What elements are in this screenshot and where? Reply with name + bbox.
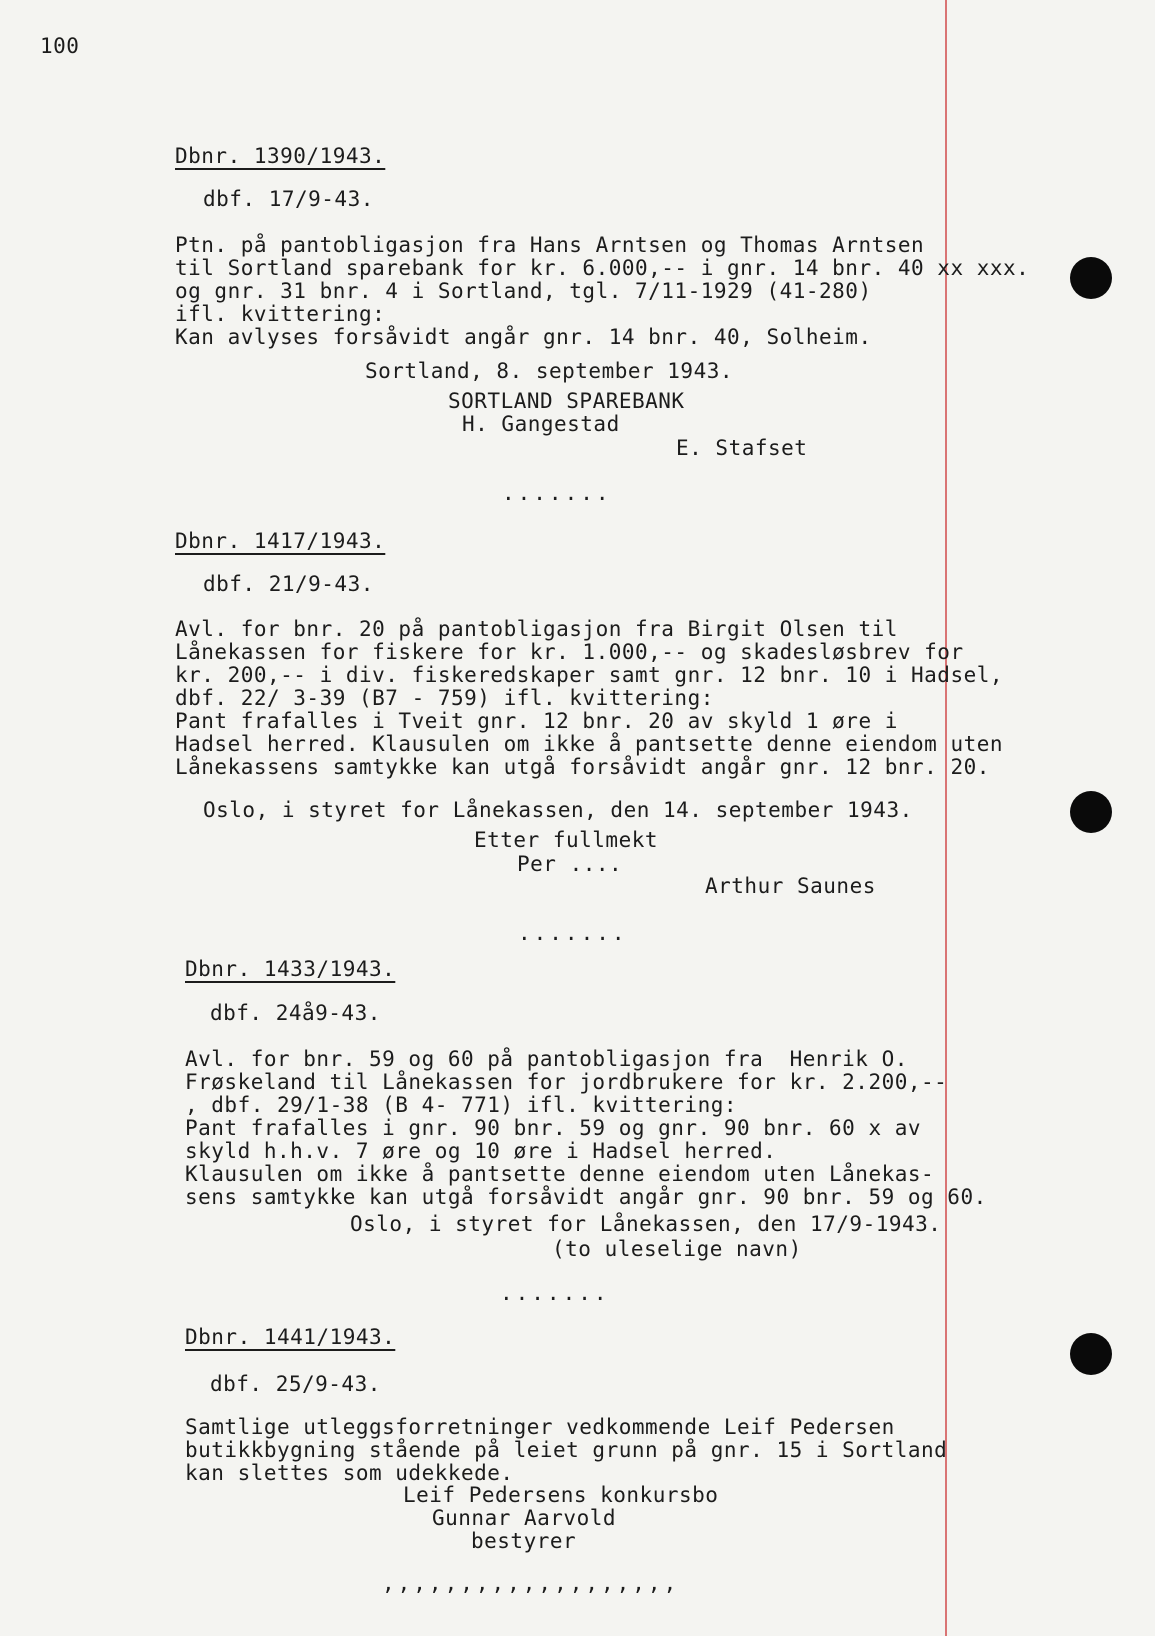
entry-signature: E. Stafset: [676, 436, 808, 460]
entry-date: dbf. 25/9-43.: [210, 1372, 381, 1396]
entry-body-line: Avl. for bnr. 59 og 60 på pantobligasjon fra Henrik O.: [185, 1047, 908, 1071]
entry-signature: H. Gangestad: [462, 412, 620, 436]
entry-body-line: kr. 200,-- i div. fiskeredskaper samt gnr. 12 bnr. 10 i Hadsel,: [175, 663, 1004, 687]
margin-rule: [945, 0, 947, 1636]
entry-date: dbf. 17/9-43.: [203, 187, 374, 211]
entry-signature: Etter fullmekt: [474, 828, 659, 852]
entry-body-line: Pant frafalles i Tveit gnr. 12 bnr. 20 av skyld 1 øre i: [175, 709, 898, 733]
entry-place-date: Sortland, 8. september 1943.: [365, 359, 734, 383]
entry-signature: Leif Pedersens konkursbo: [403, 1483, 719, 1507]
entry-body-line: og gnr. 31 bnr. 4 i Sortland, tgl. 7/11-1929 (41-280): [175, 279, 872, 303]
entry-signature: Gunnar Aarvold: [432, 1506, 617, 1530]
entry-separator: .......: [518, 921, 628, 945]
entry-heading: Dbnr. 1433/1943.: [185, 957, 396, 981]
page-number: 100: [40, 34, 80, 58]
entry-body-line: Klausulen om ikke å pantsette denne eiendom uten Lånekas-: [185, 1162, 935, 1186]
entry-body-line: Kan avlyses forsåvidt angår gnr. 14 bnr. 40, Solheim.: [175, 325, 872, 349]
punch-hole-top: [1070, 257, 1112, 299]
entry-heading: Dbnr. 1441/1943.: [185, 1325, 396, 1349]
entry-body-line: Lånekassens samtykke kan utgå forsåvidt angår gnr. 12 bnr. 20.: [175, 755, 990, 779]
entry-body-line: Ptn. på pantobligasjon fra Hans Arntsen og Thomas Arntsen: [175, 233, 925, 257]
entry-body-line: Hadsel herred. Klausulen om ikke å pantsette denne eiendom uten: [175, 732, 1004, 756]
entry-body-line: Samtlige utleggsforretninger vedkommende Leif Pedersen: [185, 1415, 895, 1439]
entry-body-line: til Sortland sparebank for kr. 6.000,-- i gnr. 14 bnr. 40 xx xxx.: [175, 256, 1030, 280]
entry-date: dbf. 24å9-43.: [210, 1001, 381, 1025]
entry-body-line: Frøskeland til Lånekassen for jordbrukere for kr. 2.200,--: [185, 1070, 948, 1094]
entry-place-date: Oslo, i styret for Lånekassen, den 14. september 1943.: [203, 798, 913, 822]
entry-date: dbf. 21/9-43.: [203, 572, 374, 596]
entry-separator: .......: [500, 1281, 610, 1305]
entry-body-line: kan slettes som udekkede.: [185, 1461, 514, 1485]
entry-signature: (to uleselige navn): [552, 1237, 802, 1261]
punch-hole-bottom: [1070, 1333, 1112, 1375]
punch-hole-middle: [1070, 791, 1112, 833]
entry-signature: Per ....: [517, 852, 623, 876]
entry-body-line: Pant frafalles i gnr. 90 bnr. 59 og gnr. 90 bnr. 60 x av: [185, 1116, 922, 1140]
entry-body-line: , dbf. 29/1-38 (B 4- 771) ifl. kvittering:: [185, 1093, 738, 1117]
entry-body-line: Avl. for bnr. 20 på pantobligasjon fra Birgit Olsen til: [175, 617, 898, 641]
entry-body-line: Lånekassen for fiskere for kr. 1.000,-- og skadesløsbrev for: [175, 640, 964, 664]
entry-heading: Dbnr. 1390/1943.: [175, 144, 386, 168]
entry-signature: bestyrer: [471, 1529, 577, 1553]
entry-body-line: dbf. 22/ 3-39 (B7 - 759) ifl. kvittering:: [175, 686, 714, 710]
entry-signature: Arthur Saunes: [705, 874, 876, 898]
entry-separator: .......: [502, 481, 612, 505]
entry-body-line: ifl. kvittering:: [175, 302, 386, 326]
entry-signature: SORTLAND SPAREBANK: [448, 389, 685, 413]
entry-body-line: sens samtykke kan utgå forsåvidt angår gnr. 90 bnr. 59 og 60.: [185, 1185, 987, 1209]
entry-place-date: Oslo, i styret for Lånekassen, den 17/9-1943.: [350, 1212, 942, 1236]
entry-separator: ,,,,,,,,,,,,,,,,,,,: [382, 1571, 680, 1595]
entry-body-line: skyld h.h.v. 7 øre og 10 øre i Hadsel herred.: [185, 1139, 777, 1163]
entry-body-line: butikkbygning stående på leiet grunn på gnr. 15 i Sortland: [185, 1438, 948, 1462]
entry-heading: Dbnr. 1417/1943.: [175, 529, 386, 553]
